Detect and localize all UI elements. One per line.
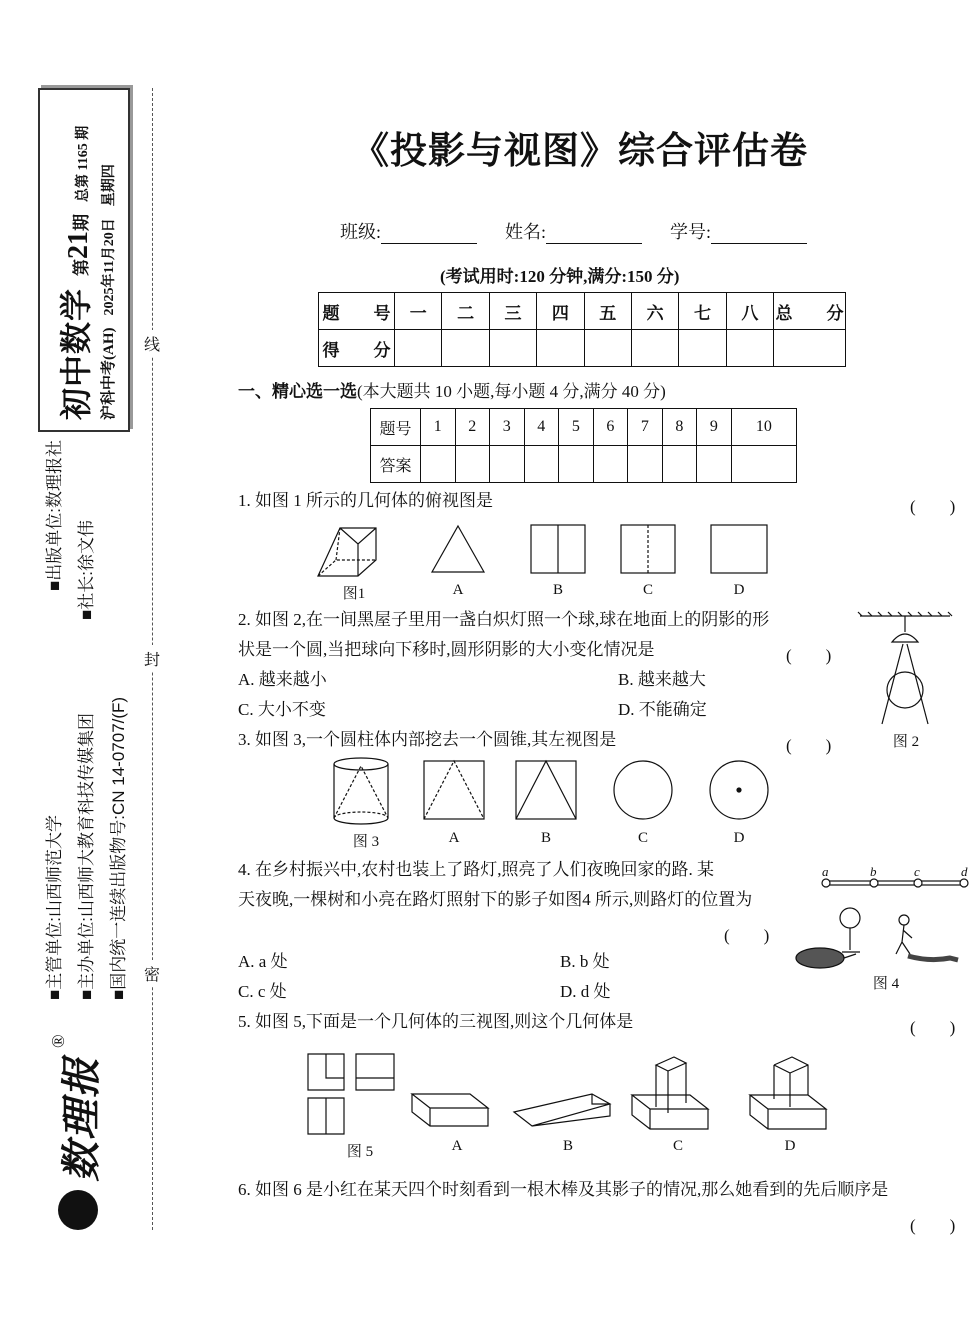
answer-number: 5 <box>559 409 594 446</box>
answer-cell[interactable] <box>421 446 456 483</box>
score-header: 一 <box>395 293 442 330</box>
question-1-answer-paren[interactable]: ( ) <box>910 497 956 516</box>
option-label: B <box>540 830 551 846</box>
class-label: 班级: <box>340 222 382 242</box>
answer-cell[interactable] <box>524 446 559 483</box>
answer-cell[interactable] <box>455 446 490 483</box>
publisher-row-3 <box>102 440 130 1000</box>
score-cell[interactable] <box>679 330 726 367</box>
point-c: c <box>914 864 920 879</box>
option-5a-slab <box>410 1090 490 1130</box>
answer-cell[interactable] <box>662 446 697 483</box>
option-4d[interactable]: D. d 处 <box>560 982 611 1001</box>
answer-row-label: 答案 <box>371 446 421 483</box>
president: ■社长:徐文伟 <box>76 520 96 620</box>
question-4-answer-paren[interactable]: ( ) <box>724 926 770 945</box>
answer-cell[interactable] <box>559 446 594 483</box>
answer-table <box>370 408 797 483</box>
logo <box>48 1020 108 1230</box>
question-6-answer-paren[interactable]: ( ) <box>910 1216 956 1235</box>
answer-cell[interactable] <box>490 446 525 483</box>
score-header: 七 <box>679 293 726 330</box>
figure-label: 图 5 <box>346 1144 374 1160</box>
binding-mark-feng: 封 <box>144 645 160 672</box>
publisher: ■出版单位:数理报社 <box>44 440 64 591</box>
section-heading <box>238 377 666 402</box>
option-2a[interactable]: A. 越来越小 <box>238 670 327 689</box>
option-label: C <box>637 830 648 846</box>
issue-no: 21 <box>62 230 94 259</box>
option-3b-square-triangle <box>515 760 577 820</box>
option-label: A <box>448 830 460 846</box>
question-2-answer-paren[interactable]: ( ) <box>786 646 832 665</box>
option-2c[interactable]: C. 大小不变 <box>238 700 326 719</box>
class-blank[interactable] <box>381 226 477 244</box>
point-d: d <box>961 864 968 879</box>
masthead-row-2 <box>97 100 118 420</box>
class-field[interactable] <box>340 218 477 244</box>
option-5c-block <box>630 1055 710 1135</box>
score-cell[interactable] <box>631 330 678 367</box>
logo-registered-mark: ® <box>48 1034 68 1048</box>
answer-number: 10 <box>731 409 796 446</box>
option-4c[interactable]: C. c 处 <box>238 982 287 1001</box>
question-1-text: 1. 如图 1 所示的几何体的俯视图是 <box>238 491 493 510</box>
answer-cell[interactable] <box>628 446 663 483</box>
issue-number <box>63 214 95 276</box>
section-title: 一、精心选一选 <box>238 382 357 401</box>
masthead-box <box>38 88 130 432</box>
publisher-row-1 <box>38 440 66 1000</box>
option-1a-triangle <box>430 524 486 574</box>
question-4-line-1: 4. 在乡村振兴中,农村也装上了路灯,照亮了人们夜晚回家的路. 某 <box>238 860 714 879</box>
student-id-field[interactable] <box>670 218 807 244</box>
option-5d-l-shape <box>748 1055 828 1135</box>
score-table <box>318 292 846 367</box>
score-header: 三 <box>489 293 536 330</box>
answer-number: 4 <box>524 409 559 446</box>
answer-header-label: 题号 <box>371 409 421 446</box>
score-header: 总 分 <box>774 293 846 330</box>
issue-prefix: 第 <box>71 258 91 276</box>
binding-mark-xian: 线 <box>144 330 160 357</box>
option-label: D <box>733 582 745 598</box>
question-2-line-2: 状是一个圆,当把球向下移时,圆形阴影的大小变化情况是 <box>238 640 655 659</box>
answer-number: 6 <box>593 409 628 446</box>
publisher-info <box>38 440 130 1000</box>
name-label: 姓名: <box>505 222 547 242</box>
figure-2-lamp-ball <box>858 612 952 728</box>
score-cell[interactable] <box>537 330 584 367</box>
option-2d[interactable]: D. 不能确定 <box>618 700 707 719</box>
issue-date: 2025年11月20日 <box>101 218 117 316</box>
cn-number: ■国内统一连续出版物号:CN 14-0707/(F) <box>108 696 128 1000</box>
paper-name: 初中数学 <box>57 287 94 420</box>
edition: 沪科中考(AH) <box>100 327 117 420</box>
option-2b[interactable]: B. 越来越大 <box>618 670 706 689</box>
option-1c-rect-dashed <box>620 524 676 574</box>
section-note: (本大题共 10 小题,每小题 4 分,满分 40 分) <box>357 382 666 401</box>
question-6-text: 6. 如图 6 是小红在某天四个时刻看到一根木棒及其影子的情况,那么她看到的先后顺序是 <box>238 1180 889 1199</box>
option-label: A <box>452 582 464 598</box>
option-label: D <box>784 1138 796 1154</box>
answer-number: 8 <box>662 409 697 446</box>
point-a: a <box>822 864 829 879</box>
answer-number: 3 <box>490 409 525 446</box>
option-label: A <box>451 1138 463 1154</box>
weekday: 星期四 <box>101 164 117 207</box>
point-b: b <box>870 864 877 879</box>
answer-number: 9 <box>697 409 732 446</box>
option-5b-wedge <box>512 1090 612 1130</box>
figure-label: 图1 <box>342 586 366 602</box>
question-5-answer-paren[interactable]: ( ) <box>910 1018 956 1037</box>
figure-3-cylinder <box>332 756 390 826</box>
figure-label: 图 2 <box>892 734 920 750</box>
score-header: 六 <box>631 293 678 330</box>
answer-number: 2 <box>455 409 490 446</box>
answer-cell[interactable] <box>731 446 796 483</box>
student-info <box>340 218 807 244</box>
option-1b-rect <box>530 524 586 574</box>
answer-number: 1 <box>421 409 456 446</box>
masthead-row-1 <box>51 100 97 420</box>
score-header: 四 <box>537 293 584 330</box>
option-1d-rect <box>710 524 768 574</box>
option-3a-square-dashed <box>423 760 485 820</box>
student-id-blank[interactable] <box>711 226 807 244</box>
binding-mark-mi: 密 <box>144 960 160 987</box>
score-header: 题 号 <box>319 293 395 330</box>
figure-label: 图 3 <box>352 834 380 850</box>
answer-row <box>371 446 797 483</box>
question-3-text: 3. 如图 3,一个圆柱体内部挖去一个圆锥,其左视图是 <box>238 730 617 749</box>
score-cell[interactable] <box>726 330 773 367</box>
score-header: 二 <box>442 293 489 330</box>
issue-suffix: 期 <box>71 213 91 231</box>
page-title: 《投影与视图》综合评估卷 <box>352 130 808 171</box>
question-2-line-1: 2. 如图 2,在一间黑屋子里用一盏白炽灯照一个球,球在地面上的阴影的形 <box>238 610 770 629</box>
option-4b[interactable]: B. b 处 <box>560 952 610 971</box>
score-cell[interactable] <box>442 330 489 367</box>
score-cell[interactable] <box>584 330 631 367</box>
supervisor: ■主管单位:山西师范大学 <box>44 815 64 1000</box>
option-3c-circle <box>612 760 674 820</box>
logo-text: 数理报 <box>58 1056 104 1182</box>
publisher-row-2 <box>70 440 98 1000</box>
question-5-text: 5. 如图 5,下面是一个几何体的三视图,则这个几何体是 <box>238 1012 634 1031</box>
option-label: C <box>672 1138 683 1154</box>
figure-5-three-views <box>306 1052 396 1136</box>
logo-icon <box>58 1190 98 1230</box>
score-cell[interactable] <box>774 330 846 367</box>
option-label: B <box>552 582 563 598</box>
score-row <box>319 330 846 367</box>
score-row-label: 得 分 <box>319 330 395 367</box>
question-3-answer-paren[interactable]: ( ) <box>786 736 832 755</box>
answer-cell[interactable] <box>697 446 732 483</box>
score-header: 八 <box>726 293 773 330</box>
option-label: D <box>733 830 745 846</box>
score-cell[interactable] <box>395 330 442 367</box>
option-4a[interactable]: A. a 处 <box>238 952 288 971</box>
option-label: B <box>562 1138 573 1154</box>
student-id-label: 学号: <box>670 222 712 242</box>
score-table-header <box>319 293 846 330</box>
option-3d-circle-dot <box>708 760 770 820</box>
sponsor: ■主办单位:山西师大教育科技传媒集团 <box>76 713 96 1000</box>
name-blank[interactable] <box>546 226 642 244</box>
figure-label: 图 4 <box>872 976 900 992</box>
question-4-line-2: 天夜晚,一棵树和小亮在路灯照射下的影子如图4 所示,则路灯的位置为 <box>238 890 753 909</box>
score-header: 五 <box>584 293 631 330</box>
option-label: C <box>642 582 653 598</box>
answer-cell[interactable] <box>593 446 628 483</box>
exam-info: (考试用时:120 分钟,满分:150 分) <box>440 267 680 286</box>
score-cell[interactable] <box>489 330 536 367</box>
name-field[interactable] <box>505 218 642 244</box>
answer-number: 7 <box>628 409 663 446</box>
total-issue: 总第 1165 期 <box>75 125 91 202</box>
answer-table-header <box>371 409 797 446</box>
figure-4-streetlight-scene <box>790 878 978 974</box>
figure-1-prism <box>318 524 378 580</box>
